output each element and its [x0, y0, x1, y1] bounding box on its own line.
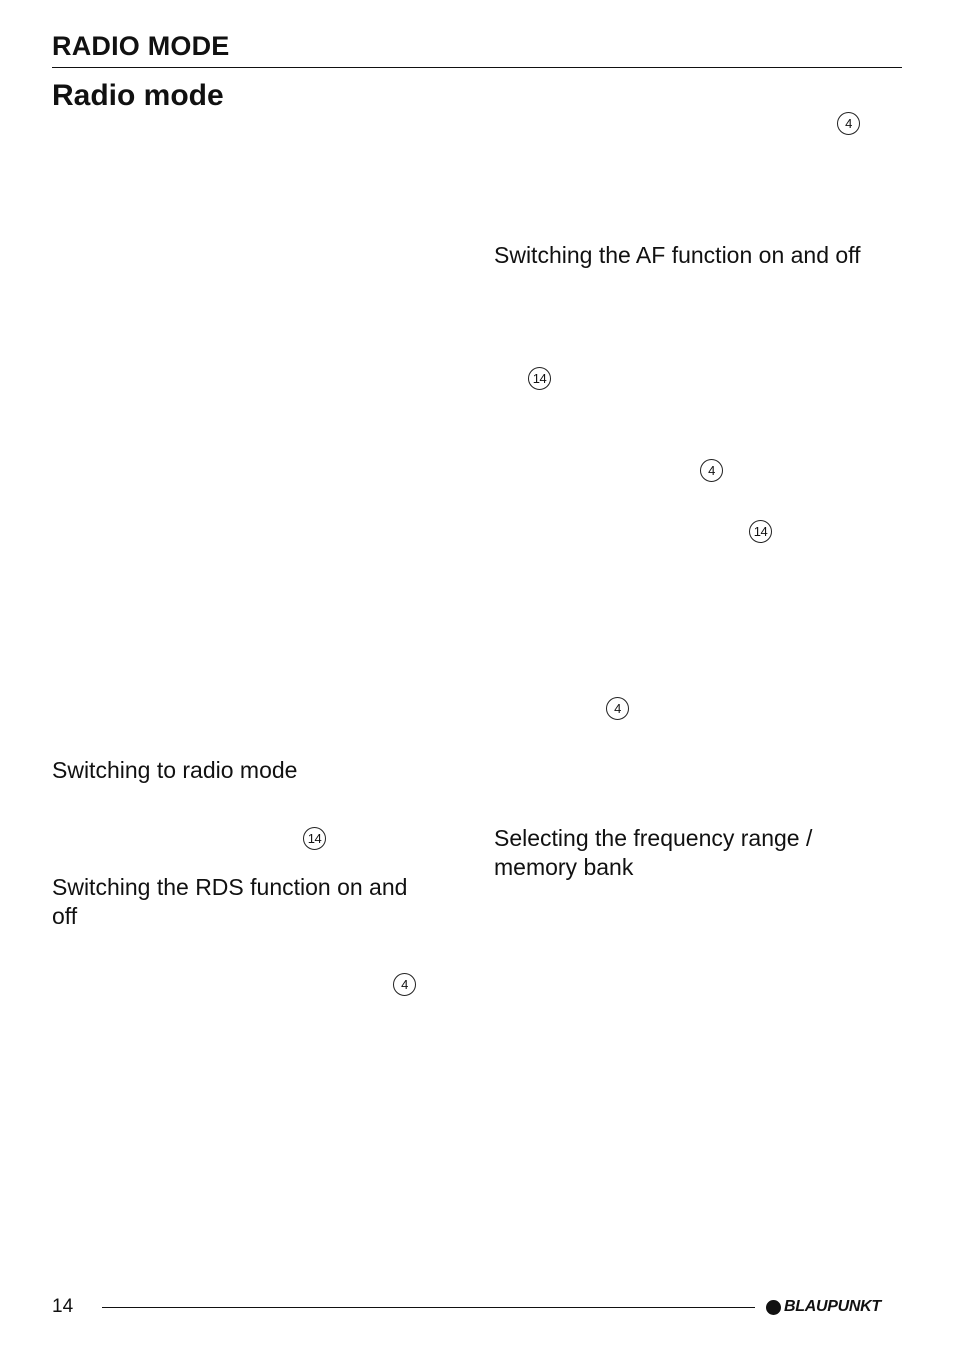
header-rule — [52, 67, 902, 68]
callout-14: 14 — [749, 520, 772, 543]
brand-dot-icon — [766, 1300, 781, 1315]
callout-14: 14 — [303, 827, 326, 850]
heading-af-function: Switching the AF function on and off — [494, 242, 861, 268]
callout-4: 4 — [393, 973, 416, 996]
section-label: RADIO MODE — [52, 31, 230, 61]
heading-rds-function: Switching the RDS function on and off — [52, 874, 408, 929]
page-title: Radio mode — [52, 79, 224, 112]
heading-frequency-range: Selecting the frequency range / memory bank — [494, 825, 813, 880]
heading-radio-mode: Switching to radio mode — [52, 757, 298, 783]
callout-4: 4 — [700, 459, 723, 482]
callout-4: 4 — [606, 697, 629, 720]
footer-rule — [102, 1307, 755, 1308]
brand-logo — [766, 1297, 881, 1317]
callout-4: 4 — [837, 112, 860, 135]
page-number: 14 — [52, 1296, 74, 1317]
brand-name: BLAUPUNKT — [784, 1298, 881, 1315]
callout-14: 14 — [528, 367, 551, 390]
